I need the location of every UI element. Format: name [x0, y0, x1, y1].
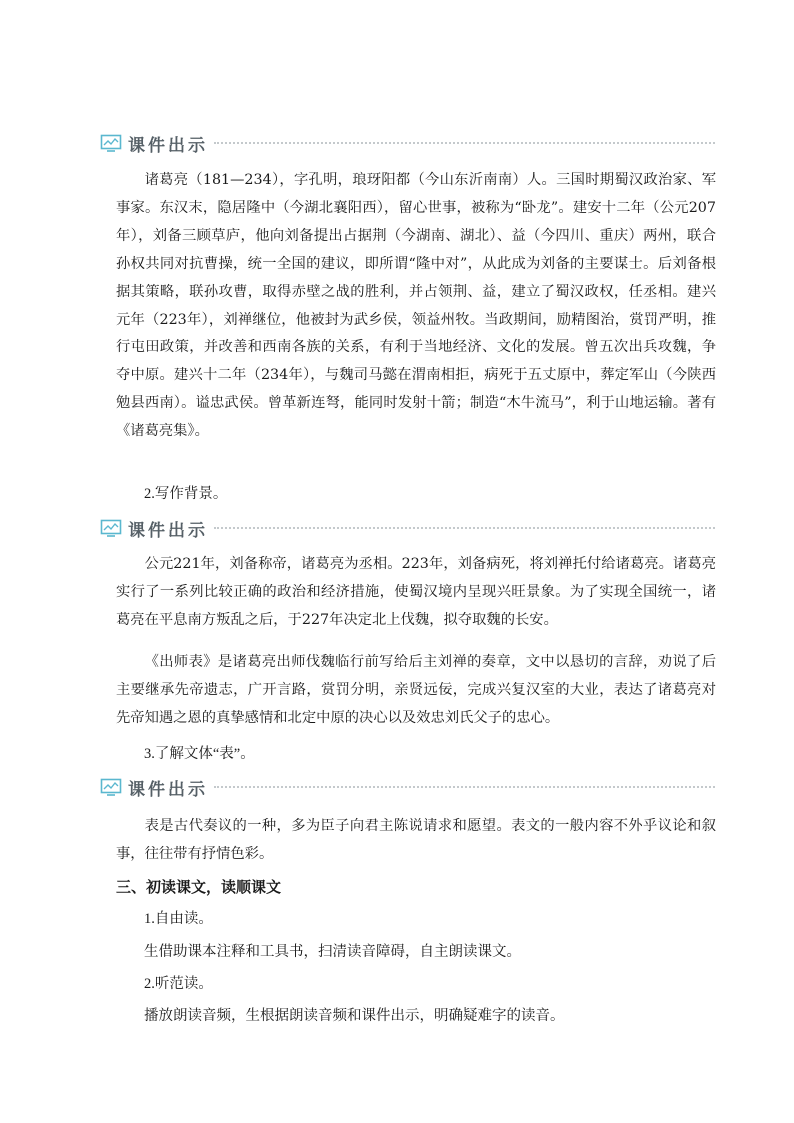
paragraph-genre: 表是古代奏议的一种，多为臣子向君主陈说请求和愿望。表文的一般内容不外乎议论和叙事，往往带有抒情色彩。 [116, 818, 716, 862]
step-free-reading-desc: 生借助课本注释和工具书，扫清读音障碍，自主朗读课文。 [144, 944, 521, 960]
courseware-banner-3 [100, 776, 715, 798]
step-genre: 3.了解文体“表”。 [144, 746, 255, 762]
slideshow-icon [100, 519, 122, 537]
slideshow-icon [100, 134, 122, 152]
paragraph-background: 公元221年，刘备称帝，诸葛亮为丞相。223年，刘备病死，将刘禅托付给诸葛亮。诸葛亮实行了一系列比较正确的政治和经济措施，使蜀汉境内呈现兴旺景象。为了实现全国统一，诸葛亮在平息南方叛乱之后，于227年决定北上伐魏，拟夺取魏的长安。 [116, 556, 716, 628]
step-free-reading: 1.自由读。 [144, 911, 213, 927]
step-listen-model-desc: 播放朗读音频，生根据朗读音频和课件出示，明确疑难字的读音。 [144, 1008, 565, 1024]
step-writing-background: 2.写作背景。 [144, 486, 228, 502]
banner-label: 课件出示 [128, 135, 208, 156]
banner-label: 课件出示 [128, 779, 208, 800]
courseware-banner-1 [100, 132, 715, 154]
paragraph-chushibiao: 《出师表》是诸葛亮出师伐魏临行前写给后主刘禅的奏章，文中以恳切的言辞，劝说了后主要继承先帝遗志，广开言路，赏罚分明，亲贤远佞，完成兴复汉室的大业，表达了诸葛亮对先帝知遇之恩的真挚感情和北定中原的决心以及效忠刘氏父子的忠心。 [116, 654, 716, 726]
courseware-banner-2 [100, 517, 715, 539]
dotted-rule [214, 142, 715, 144]
section-heading-first-reading: 三、初读课文，读顺课文 [116, 878, 282, 896]
step-listen-model: 2.听范读。 [144, 976, 213, 992]
dotted-rule [214, 786, 715, 788]
dotted-rule [214, 527, 715, 529]
banner-label: 课件出示 [128, 520, 208, 541]
paragraph-biography: 诸葛亮（181—234），字孔明，琅玡阳都（今山东沂南南）人。三国时期蜀汉政治家、军事家。东汉末，隐居隆中（今湖北襄阳西），留心世事，被称为“卧龙”。建安十二年（公元207年），刘备三顾草庐，他向刘备提出占据荆（今湖南、湖北）、益（今四川、重庆）两州，联合孙权共同对抗曹操，统一全国的建议，即所谓“隆中对”，从此成为刘备的主要谋士。后刘备根据其策略，联孙攻曹，取得赤壁之战的胜利，并占领荆、益，建立了蜀汉政权，任丞相。建兴元年（223年），刘禅继位，他被封为武乡侯，领益州牧。当政期间，励精图治，赏罚严明，推行屯田政策，并改善和西南各族的关系，有利于当地经济、文化的发展。曾五次出兵攻魏，争夺中原。建兴十二年（234年），与魏司马懿在渭南相拒，病死于五丈原中，葬定军山（今陕西勉县西南）。谥忠武侯。曾革新连弩，能同时发射十箭；制造“木牛流马”，利于山地运输。著有《诸葛亮集》。 [116, 172, 716, 440]
slideshow-icon [100, 778, 122, 796]
